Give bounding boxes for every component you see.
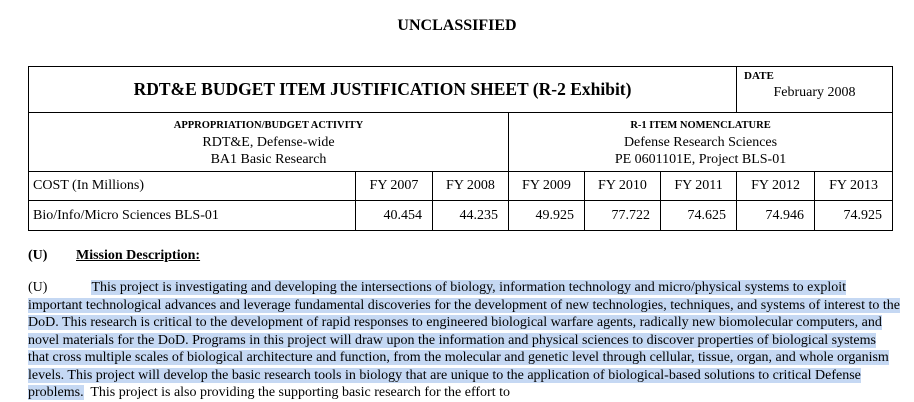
cost-value: 40.454 — [356, 201, 433, 231]
mission-marker: (U) — [28, 248, 48, 263]
cost-value: 49.925 — [509, 201, 585, 231]
appropriation-line2: BA1 Basic Research — [210, 151, 327, 167]
date-label: DATE — [744, 70, 774, 82]
date-cell — [737, 67, 893, 113]
fy-header: FY 2009 — [509, 172, 585, 201]
budget-sheet-table — [28, 66, 893, 231]
sheet-title: RDT&E BUDGET ITEM JUSTIFICATION SHEET (R-2 Exhibit) — [29, 67, 737, 113]
date-value: February 2008 — [773, 85, 856, 100]
fy-header: FY 2010 — [585, 172, 661, 201]
selected-text[interactable]: This project is investigating and developing the intersections of biology, information technology and micro/physical systems to exploit important technological advances and leverage fundamental discoveries for the development of new technologies, techniques, and systems of interest to the DoD. This research is critical to the development of rapid responses to engineered biological warfare agents, radically new biomolecular computers, and novel materials for the DoD. Programs in this project will draw upon the information and physical sciences to discover properties of biological systems that cross multiple scales of biological architecture and function, from the molecular and genetic level through cellular, tissue, organ, and whole organism levels. This project will develop the basic research tools in biology that are unique to the application of biological-based solutions to critical Defense problems. — [28, 280, 900, 400]
mission-title: Mission Description: — [76, 248, 201, 263]
cost-value: 77.722 — [585, 201, 661, 231]
cost-value: 74.946 — [737, 201, 815, 231]
fy-header: FY 2008 — [433, 172, 509, 201]
cost-header-row — [29, 172, 893, 201]
fy-header: FY 2012 — [737, 172, 815, 201]
appropriation-cell — [29, 113, 509, 172]
cost-header-label: COST (In Millions) — [29, 172, 356, 201]
classification-header: UNCLASSIFIED — [397, 17, 517, 34]
fy-header: FY 2011 — [661, 172, 737, 201]
cost-value: 44.235 — [433, 201, 509, 231]
fy-header: FY 2007 — [356, 172, 433, 201]
fy-header: FY 2013 — [815, 172, 893, 201]
appropriation-label: APPROPRIATION/BUDGET ACTIVITY — [173, 119, 364, 131]
nomenclature-cell — [509, 113, 893, 172]
nomenclature-line1: Defense Research Sciences — [623, 134, 778, 150]
cost-value: 74.625 — [661, 201, 737, 231]
cost-row-label: Bio/Info/Micro Sciences BLS-01 — [29, 201, 356, 231]
nomenclature-line2: PE 0601101E, Project BLS-01 — [614, 151, 787, 167]
appropriation-line1: RDT&E, Defense-wide — [202, 134, 335, 150]
cost-data-row — [29, 201, 893, 231]
mission-paragraph[interactable] — [28, 279, 900, 402]
cost-value: 74.925 — [815, 201, 893, 231]
nomenclature-label: R-1 ITEM NOMENCLATURE — [630, 119, 771, 131]
paragraph-text: This project is also providing the supporting basic research for the effort to — [90, 385, 510, 400]
paragraph-marker: (U) — [28, 280, 48, 295]
